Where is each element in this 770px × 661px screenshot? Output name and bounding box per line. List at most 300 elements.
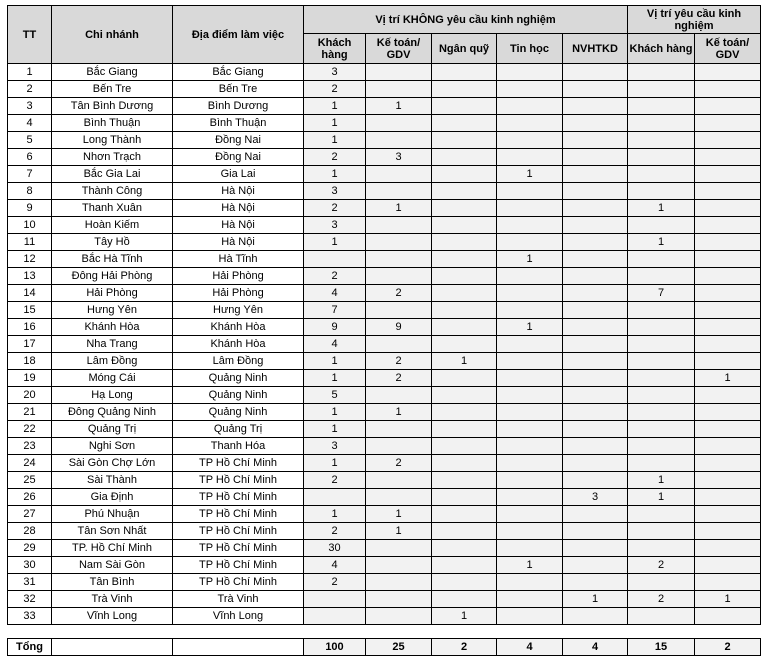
branch-name: Móng Cái bbox=[52, 370, 173, 387]
count-treasury bbox=[432, 387, 497, 404]
count-accounting-teller: 1 bbox=[366, 98, 432, 115]
row-number: 17 bbox=[8, 336, 52, 353]
count-it bbox=[497, 115, 563, 132]
row-number: 21 bbox=[8, 404, 52, 421]
count-accounting-teller bbox=[366, 64, 432, 81]
count-accounting-teller bbox=[366, 234, 432, 251]
branch-name: Đông Hải Phòng bbox=[52, 268, 173, 285]
row-number: 3 bbox=[8, 98, 52, 115]
count-customer-experienced bbox=[628, 132, 695, 149]
count-accounting-teller-experienced bbox=[695, 523, 761, 540]
count-treasury bbox=[432, 268, 497, 285]
count-accounting-teller: 3 bbox=[366, 149, 432, 166]
row-number: 25 bbox=[8, 472, 52, 489]
count-accounting-teller-experienced bbox=[695, 353, 761, 370]
branch-name: Tân Bình Dương bbox=[52, 98, 173, 115]
count-treasury bbox=[432, 540, 497, 557]
count-it bbox=[497, 285, 563, 302]
count-accounting-teller-experienced bbox=[695, 183, 761, 200]
count-customer: 1 bbox=[304, 132, 366, 149]
count-treasury bbox=[432, 149, 497, 166]
count-accounting-teller bbox=[366, 336, 432, 353]
count-customer: 3 bbox=[304, 438, 366, 455]
count-accounting-teller bbox=[366, 557, 432, 574]
subheader-customer-experienced: Khách hàng bbox=[628, 34, 695, 64]
branch-name: Long Thành bbox=[52, 132, 173, 149]
work-location: Lâm Đồng bbox=[173, 353, 304, 370]
count-customer-experienced: 7 bbox=[628, 285, 695, 302]
count-treasury bbox=[432, 234, 497, 251]
total-value: 2 bbox=[432, 639, 497, 656]
count-accounting-teller-experienced bbox=[695, 608, 761, 625]
count-business-support bbox=[563, 81, 628, 98]
count-customer-experienced bbox=[628, 251, 695, 268]
count-treasury bbox=[432, 421, 497, 438]
work-location: Hải Phòng bbox=[173, 285, 304, 302]
work-location: TP Hồ Chí Minh bbox=[173, 455, 304, 472]
row-number: 23 bbox=[8, 438, 52, 455]
count-customer: 4 bbox=[304, 557, 366, 574]
total-value: 2 bbox=[695, 639, 761, 656]
count-customer: 2 bbox=[304, 149, 366, 166]
branch-name: Tân Sơn Nhất bbox=[52, 523, 173, 540]
table-row bbox=[8, 574, 761, 591]
count-it bbox=[497, 81, 563, 98]
table-row bbox=[8, 302, 761, 319]
count-accounting-teller-experienced bbox=[695, 506, 761, 523]
branch-name: Bình Thuận bbox=[52, 115, 173, 132]
work-location: TP Hồ Chí Minh bbox=[173, 523, 304, 540]
count-it bbox=[497, 591, 563, 608]
count-customer-experienced: 1 bbox=[628, 472, 695, 489]
count-accounting-teller-experienced bbox=[695, 472, 761, 489]
work-location: Quảng Trị bbox=[173, 421, 304, 438]
count-customer-experienced: 1 bbox=[628, 200, 695, 217]
count-it bbox=[497, 472, 563, 489]
count-accounting-teller-experienced bbox=[695, 268, 761, 285]
branch-name: Nghi Sơn bbox=[52, 438, 173, 455]
count-treasury bbox=[432, 438, 497, 455]
count-it bbox=[497, 574, 563, 591]
table-row bbox=[8, 166, 761, 183]
count-accounting-teller bbox=[366, 421, 432, 438]
count-accounting-teller-experienced bbox=[695, 149, 761, 166]
table-row bbox=[8, 472, 761, 489]
count-it: 1 bbox=[497, 557, 563, 574]
count-it bbox=[497, 421, 563, 438]
count-accounting-teller bbox=[366, 438, 432, 455]
count-customer: 4 bbox=[304, 336, 366, 353]
branch-name: Trà Vinh bbox=[52, 591, 173, 608]
branch-name: Phú Nhuận bbox=[52, 506, 173, 523]
count-customer: 1 bbox=[304, 404, 366, 421]
work-location: Bắc Giang bbox=[173, 64, 304, 81]
work-location: Hải Phòng bbox=[173, 268, 304, 285]
totals-row bbox=[7, 638, 761, 656]
branch-name: Tân Bình bbox=[52, 574, 173, 591]
count-business-support bbox=[563, 540, 628, 557]
count-it bbox=[497, 455, 563, 472]
count-treasury bbox=[432, 319, 497, 336]
count-customer-experienced: 2 bbox=[628, 591, 695, 608]
count-treasury bbox=[432, 591, 497, 608]
count-treasury bbox=[432, 336, 497, 353]
count-it: 1 bbox=[497, 166, 563, 183]
row-number: 4 bbox=[8, 115, 52, 132]
work-location: TP Hồ Chí Minh bbox=[173, 557, 304, 574]
count-customer: 3 bbox=[304, 64, 366, 81]
table-row bbox=[8, 489, 761, 506]
table-row bbox=[8, 132, 761, 149]
count-customer: 1 bbox=[304, 234, 366, 251]
work-location: Khánh Hòa bbox=[173, 336, 304, 353]
total-value: 25 bbox=[366, 639, 432, 656]
branch-name: Hạ Long bbox=[52, 387, 173, 404]
count-business-support bbox=[563, 98, 628, 115]
count-treasury bbox=[432, 574, 497, 591]
count-accounting-teller bbox=[366, 251, 432, 268]
work-location: Khánh Hòa bbox=[173, 319, 304, 336]
count-customer: 1 bbox=[304, 506, 366, 523]
count-customer-experienced bbox=[628, 336, 695, 353]
table-row bbox=[8, 387, 761, 404]
table-row bbox=[8, 234, 761, 251]
count-accounting-teller bbox=[366, 268, 432, 285]
header-branch: Chi nhánh bbox=[52, 6, 173, 64]
work-location: Hà Tĩnh bbox=[173, 251, 304, 268]
table-row bbox=[8, 353, 761, 370]
count-customer: 2 bbox=[304, 268, 366, 285]
work-location: Hà Nội bbox=[173, 234, 304, 251]
count-business-support bbox=[563, 200, 628, 217]
count-accounting-teller bbox=[366, 574, 432, 591]
count-accounting-teller: 9 bbox=[366, 319, 432, 336]
count-accounting-teller-experienced: 1 bbox=[695, 370, 761, 387]
count-it bbox=[497, 489, 563, 506]
count-it bbox=[497, 132, 563, 149]
count-customer: 1 bbox=[304, 98, 366, 115]
subheader-accounting-teller: Kế toán/ GDV bbox=[366, 34, 432, 64]
count-customer-experienced bbox=[628, 608, 695, 625]
count-it bbox=[497, 200, 563, 217]
work-location: Hà Nội bbox=[173, 200, 304, 217]
count-treasury bbox=[432, 132, 497, 149]
count-accounting-teller-experienced bbox=[695, 336, 761, 353]
count-customer-experienced bbox=[628, 455, 695, 472]
branch-name: Quảng Trị bbox=[52, 421, 173, 438]
row-number: 13 bbox=[8, 268, 52, 285]
count-customer: 1 bbox=[304, 115, 366, 132]
work-location: TP Hồ Chí Minh bbox=[173, 489, 304, 506]
total-value: 4 bbox=[563, 639, 628, 656]
totals-label: Tổng bbox=[8, 639, 52, 656]
count-accounting-teller: 2 bbox=[366, 285, 432, 302]
table-row bbox=[8, 319, 761, 336]
count-customer-experienced bbox=[628, 183, 695, 200]
count-accounting-teller-experienced bbox=[695, 421, 761, 438]
count-customer-experienced bbox=[628, 353, 695, 370]
count-customer-experienced: 2 bbox=[628, 557, 695, 574]
count-customer: 2 bbox=[304, 200, 366, 217]
row-number: 2 bbox=[8, 81, 52, 98]
row-number: 15 bbox=[8, 302, 52, 319]
branch-name: Hưng Yên bbox=[52, 302, 173, 319]
count-accounting-teller: 2 bbox=[366, 353, 432, 370]
count-accounting-teller-experienced bbox=[695, 557, 761, 574]
count-customer: 5 bbox=[304, 387, 366, 404]
work-location: Quảng Ninh bbox=[173, 404, 304, 421]
count-customer bbox=[304, 489, 366, 506]
count-treasury bbox=[432, 557, 497, 574]
count-customer: 2 bbox=[304, 81, 366, 98]
branch-name: Gia Định bbox=[52, 489, 173, 506]
header-tt: TT bbox=[8, 6, 52, 64]
table-row bbox=[8, 149, 761, 166]
count-business-support bbox=[563, 472, 628, 489]
count-accounting-teller-experienced bbox=[695, 234, 761, 251]
row-number: 5 bbox=[8, 132, 52, 149]
table-row bbox=[8, 115, 761, 132]
count-accounting-teller bbox=[366, 540, 432, 557]
count-treasury bbox=[432, 489, 497, 506]
subheader-business-support: NVHTKD bbox=[563, 34, 628, 64]
count-accounting-teller bbox=[366, 183, 432, 200]
count-it bbox=[497, 149, 563, 166]
table-row bbox=[8, 591, 761, 608]
totals-empty bbox=[52, 639, 173, 656]
table-row bbox=[8, 421, 761, 438]
branch-name: Tây Hồ bbox=[52, 234, 173, 251]
count-accounting-teller-experienced bbox=[695, 217, 761, 234]
count-accounting-teller bbox=[366, 217, 432, 234]
subheader-customer: Khách hàng bbox=[304, 34, 366, 64]
count-accounting-teller-experienced: 1 bbox=[695, 591, 761, 608]
count-business-support bbox=[563, 523, 628, 540]
row-number: 1 bbox=[8, 64, 52, 81]
work-location: Bến Tre bbox=[173, 81, 304, 98]
totals-empty bbox=[173, 639, 304, 656]
count-customer: 1 bbox=[304, 455, 366, 472]
row-number: 24 bbox=[8, 455, 52, 472]
count-treasury bbox=[432, 523, 497, 540]
count-accounting-teller-experienced bbox=[695, 81, 761, 98]
count-treasury bbox=[432, 200, 497, 217]
count-treasury bbox=[432, 370, 497, 387]
count-treasury bbox=[432, 183, 497, 200]
count-business-support bbox=[563, 234, 628, 251]
table-row bbox=[8, 455, 761, 472]
branch-name: Thành Công bbox=[52, 183, 173, 200]
work-location: Bình Thuận bbox=[173, 115, 304, 132]
row-number: 29 bbox=[8, 540, 52, 557]
count-accounting-teller-experienced bbox=[695, 251, 761, 268]
branch-name: Hoàn Kiếm bbox=[52, 217, 173, 234]
count-business-support bbox=[563, 251, 628, 268]
table-row bbox=[8, 217, 761, 234]
count-accounting-teller: 2 bbox=[366, 455, 432, 472]
row-number: 30 bbox=[8, 557, 52, 574]
count-customer: 2 bbox=[304, 472, 366, 489]
table-row bbox=[8, 98, 761, 115]
count-treasury bbox=[432, 81, 497, 98]
count-business-support bbox=[563, 557, 628, 574]
count-customer: 3 bbox=[304, 183, 366, 200]
count-accounting-teller bbox=[366, 132, 432, 149]
work-location: Hà Nội bbox=[173, 183, 304, 200]
count-business-support bbox=[563, 115, 628, 132]
work-location: Hưng Yên bbox=[173, 302, 304, 319]
branch-name: Thanh Xuân bbox=[52, 200, 173, 217]
count-accounting-teller-experienced bbox=[695, 115, 761, 132]
work-location: TP Hồ Chí Minh bbox=[173, 574, 304, 591]
count-customer-experienced bbox=[628, 506, 695, 523]
count-it bbox=[497, 336, 563, 353]
work-location: Gia Lai bbox=[173, 166, 304, 183]
row-number: 10 bbox=[8, 217, 52, 234]
count-it bbox=[497, 608, 563, 625]
table-row bbox=[8, 285, 761, 302]
branch-name: Sài Thành bbox=[52, 472, 173, 489]
row-number: 8 bbox=[8, 183, 52, 200]
table-row bbox=[8, 336, 761, 353]
count-it bbox=[497, 268, 563, 285]
count-treasury bbox=[432, 166, 497, 183]
count-accounting-teller-experienced bbox=[695, 285, 761, 302]
table-row bbox=[8, 608, 761, 625]
row-number: 14 bbox=[8, 285, 52, 302]
row-number: 27 bbox=[8, 506, 52, 523]
row-number: 26 bbox=[8, 489, 52, 506]
count-customer: 7 bbox=[304, 302, 366, 319]
total-value: 15 bbox=[628, 639, 695, 656]
count-treasury bbox=[432, 404, 497, 421]
count-customer-experienced bbox=[628, 438, 695, 455]
branch-name: Nha Trang bbox=[52, 336, 173, 353]
count-customer: 4 bbox=[304, 285, 366, 302]
count-it bbox=[497, 438, 563, 455]
count-accounting-teller-experienced bbox=[695, 455, 761, 472]
count-treasury bbox=[432, 64, 497, 81]
count-business-support bbox=[563, 149, 628, 166]
total-value: 4 bbox=[497, 639, 563, 656]
count-it bbox=[497, 234, 563, 251]
count-customer-experienced bbox=[628, 421, 695, 438]
count-treasury bbox=[432, 302, 497, 319]
total-value: 100 bbox=[304, 639, 366, 656]
count-accounting-teller: 1 bbox=[366, 200, 432, 217]
count-customer: 1 bbox=[304, 370, 366, 387]
row-number: 6 bbox=[8, 149, 52, 166]
table-row bbox=[8, 523, 761, 540]
work-location: Quảng Ninh bbox=[173, 370, 304, 387]
count-it bbox=[497, 183, 563, 200]
count-customer-experienced bbox=[628, 574, 695, 591]
row-number: 11 bbox=[8, 234, 52, 251]
count-accounting-teller-experienced bbox=[695, 489, 761, 506]
table-row bbox=[8, 251, 761, 268]
subheader-accounting-teller-experienced: Kế toán/ GDV bbox=[695, 34, 761, 64]
count-business-support bbox=[563, 574, 628, 591]
count-customer-experienced: 1 bbox=[628, 489, 695, 506]
branch-name: Bắc Hà Tĩnh bbox=[52, 251, 173, 268]
work-location: Quảng Ninh bbox=[173, 387, 304, 404]
table-body bbox=[8, 64, 761, 625]
count-customer bbox=[304, 608, 366, 625]
count-business-support bbox=[563, 353, 628, 370]
subheader-it: Tin học bbox=[497, 34, 563, 64]
row-number: 20 bbox=[8, 387, 52, 404]
row-number: 28 bbox=[8, 523, 52, 540]
count-business-support bbox=[563, 285, 628, 302]
count-customer: 30 bbox=[304, 540, 366, 557]
count-customer-experienced bbox=[628, 166, 695, 183]
count-it bbox=[497, 370, 563, 387]
work-location: Đồng Nai bbox=[173, 149, 304, 166]
row-number: 31 bbox=[8, 574, 52, 591]
count-customer: 2 bbox=[304, 523, 366, 540]
table-row bbox=[8, 64, 761, 81]
count-accounting-teller-experienced bbox=[695, 438, 761, 455]
count-customer-experienced bbox=[628, 302, 695, 319]
count-customer-experienced bbox=[628, 319, 695, 336]
count-business-support bbox=[563, 166, 628, 183]
count-accounting-teller: 1 bbox=[366, 506, 432, 523]
table-row bbox=[8, 540, 761, 557]
count-customer-experienced bbox=[628, 540, 695, 557]
count-customer-experienced bbox=[628, 149, 695, 166]
count-business-support bbox=[563, 455, 628, 472]
branch-name: Bắc Gia Lai bbox=[52, 166, 173, 183]
count-it bbox=[497, 404, 563, 421]
count-customer-experienced bbox=[628, 217, 695, 234]
count-business-support bbox=[563, 438, 628, 455]
count-customer-experienced: 1 bbox=[628, 234, 695, 251]
count-customer: 1 bbox=[304, 353, 366, 370]
count-accounting-teller bbox=[366, 302, 432, 319]
count-customer-experienced bbox=[628, 523, 695, 540]
count-it bbox=[497, 353, 563, 370]
count-business-support: 1 bbox=[563, 591, 628, 608]
count-customer-experienced bbox=[628, 370, 695, 387]
row-number: 9 bbox=[8, 200, 52, 217]
count-business-support: 3 bbox=[563, 489, 628, 506]
count-accounting-teller bbox=[366, 115, 432, 132]
count-accounting-teller: 1 bbox=[366, 404, 432, 421]
count-treasury bbox=[432, 217, 497, 234]
branch-name: Hải Phòng bbox=[52, 285, 173, 302]
branch-name: Khánh Hòa bbox=[52, 319, 173, 336]
count-treasury bbox=[432, 251, 497, 268]
count-accounting-teller bbox=[366, 472, 432, 489]
count-it bbox=[497, 540, 563, 557]
count-business-support bbox=[563, 608, 628, 625]
work-location: Thanh Hóa bbox=[173, 438, 304, 455]
count-accounting-teller-experienced bbox=[695, 132, 761, 149]
count-customer-experienced bbox=[628, 387, 695, 404]
count-it bbox=[497, 506, 563, 523]
count-accounting-teller-experienced bbox=[695, 98, 761, 115]
count-customer: 1 bbox=[304, 166, 366, 183]
work-location: TP Hồ Chí Minh bbox=[173, 506, 304, 523]
count-customer-experienced bbox=[628, 81, 695, 98]
count-accounting-teller-experienced bbox=[695, 302, 761, 319]
work-location: Vĩnh Long bbox=[173, 608, 304, 625]
count-customer: 9 bbox=[304, 319, 366, 336]
branch-name: Nhơn Trạch bbox=[52, 149, 173, 166]
branch-name: Bắc Giang bbox=[52, 64, 173, 81]
branch-name: Đông Quảng Ninh bbox=[52, 404, 173, 421]
count-business-support bbox=[563, 302, 628, 319]
